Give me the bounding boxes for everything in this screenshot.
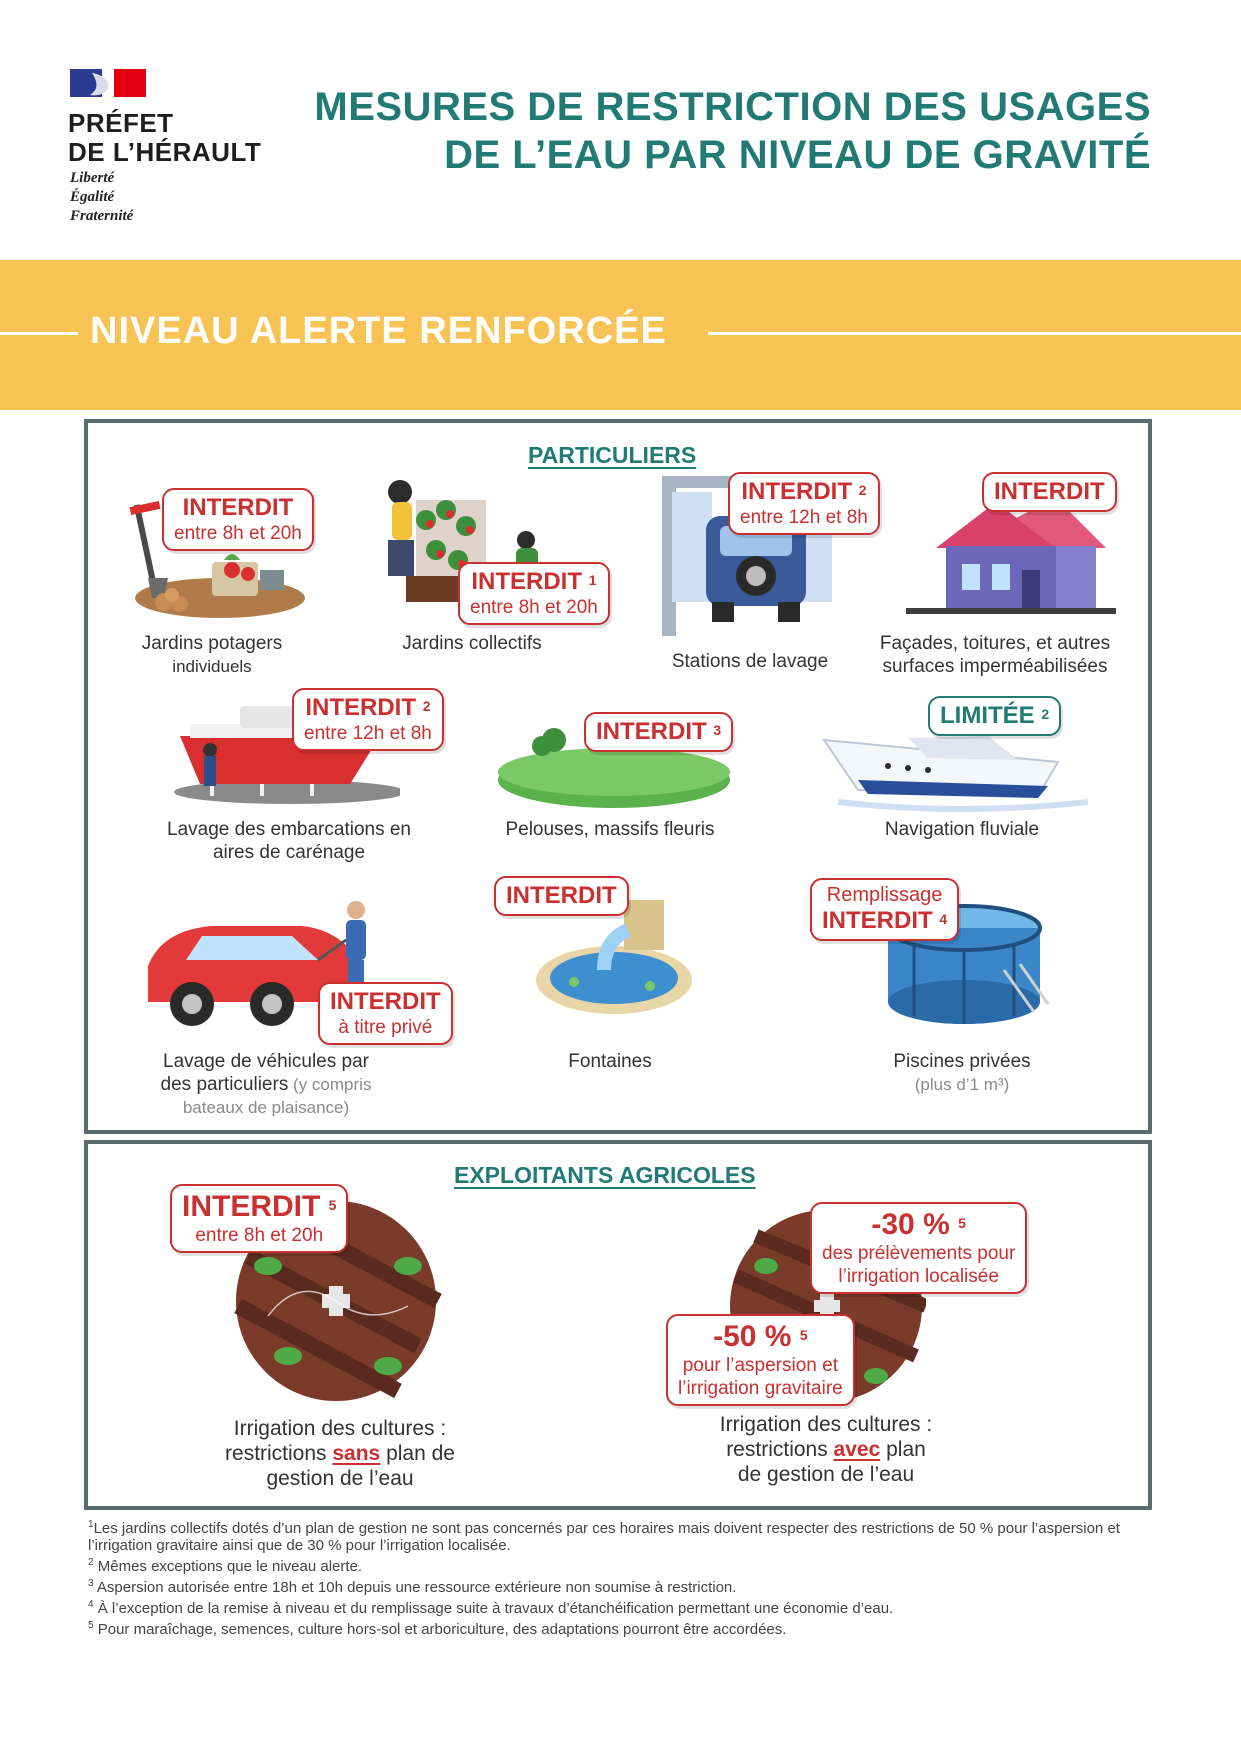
restriction-badge-irrigation-localisee <box>810 1202 1027 1294</box>
status-text: INTERDIT $^5$ <box>182 1190 337 1223</box>
status-badge-navigation <box>928 696 1061 736</box>
status-text: INTERDIT <box>506 882 617 909</box>
footnote-1: $^1$Les jardins collectifs dotés d’un plan de gestion ne sont pas concernés par ces horaires mais doivent respecter des restrictions de 50 % pour l’aspersion et l’irrigation gravitaire ainsi que de 30 % pour l’irrigation localisée. <box>88 1519 1120 1554</box>
status-badge-jardins-collectifs <box>458 562 610 625</box>
motto-fraternite: Fraternité <box>70 208 134 224</box>
status-text: INTERDIT $^3$ <box>596 718 722 745</box>
status-badge-pelouses <box>584 712 733 752</box>
agricoles-section-title: EXPLOITANTS AGRICOLES <box>454 1162 756 1188</box>
page-title-line2: DE L’EAU PAR NIVEAU DE GRAVITÉ <box>444 133 1151 177</box>
page-title-line1: MESURES DE RESTRICTION DES USAGES <box>314 85 1151 129</box>
status-badge-jardins-potagers <box>162 488 314 551</box>
restriction-badge-aspersion <box>666 1314 855 1406</box>
status-badge-piscines <box>810 878 959 941</box>
item-label-pelouses: Pelouses, massifs fleuris <box>505 819 715 840</box>
status-text: LIMITÉE $^2$ <box>940 702 1050 729</box>
status-badge-irrigation-sans-plan <box>170 1184 348 1253</box>
irrigation-avec-plan-label: Irrigation des cultures : restrictions avec plan de gestion de l’eau <box>719 1413 933 1486</box>
status-text: INTERDIT $^1$ <box>471 568 597 595</box>
item-label-navigation: Navigation fluviale <box>884 819 1040 840</box>
status-text: INTERDIT <box>994 478 1105 505</box>
status-badge-vehicules <box>318 982 453 1045</box>
item-label-embarcations: Lavage des embarcations en aires de carénage <box>167 819 411 863</box>
banner-rule-right <box>708 332 1241 335</box>
status-text: INTERDIT <box>330 988 441 1015</box>
footnote-3: $^3$ Aspersion autorisée entre 18h et 10h depuis une ressource extérieure non soumise à restriction. <box>88 1578 737 1596</box>
alert-level-title: NIVEAU ALERTE RENFORCÉE <box>90 310 667 352</box>
restriction-detail-line2: l’irrigation localisée <box>838 1266 999 1287</box>
restriction-detail-line2: l’irrigation gravitaire <box>678 1378 843 1399</box>
item-label-jardins-collectifs: Jardins collectifs <box>402 633 542 654</box>
status-text: INTERDIT <box>182 494 294 521</box>
restriction-value: -50 % $^5$ <box>713 1320 808 1353</box>
item-label-piscines: Piscines privées (plus d’1 m³) <box>893 1051 1031 1094</box>
motto-liberte: Liberté <box>70 170 115 186</box>
footnote-5: $^5$ Pour maraîchage, semences, culture hors-sol et arboriculture, des adaptations pourront être accordées. <box>88 1620 787 1638</box>
marianne-flag-logo <box>70 69 146 97</box>
restriction-detail-line1: pour l’aspersion et <box>682 1355 838 1376</box>
status-detail: entre 12h et 8h <box>304 723 432 744</box>
status-text: INTERDIT $^2$ <box>741 478 867 505</box>
status-badge-facades <box>982 472 1117 512</box>
motto-egalite: Égalité <box>70 189 115 205</box>
item-label-vehicules: Lavage de véhicules par des particuliers (y compris bateaux de plaisance) <box>160 1051 372 1117</box>
irrigation-sans-plan-label: Irrigation des cultures : restrictions sans plan de gestion de l’eau <box>225 1417 455 1490</box>
status-detail: entre 8h et 20h <box>174 523 302 544</box>
restriction-value: -30 % $^5$ <box>871 1208 966 1241</box>
item-label-stations-lavage: Stations de lavage <box>671 651 829 672</box>
footnote-2: $^2$ Mêmes exceptions que le niveau alerte. <box>88 1557 363 1575</box>
status-detail: entre 8h et 20h <box>195 1225 324 1246</box>
org-name-line1: PRÉFET <box>68 108 174 138</box>
status-detail: entre 8h et 20h <box>470 597 598 618</box>
item-label-fontaines: Fontaines <box>568 1051 652 1072</box>
item-label-jardins-potagers: Jardins potagers individuels <box>141 633 283 676</box>
status-pretext: Remplissage <box>826 884 943 906</box>
status-detail: à titre privé <box>338 1017 433 1038</box>
status-badge-fontaines <box>494 876 629 916</box>
footnote-4: $^4$ À l’exception de la remise à niveau et du remplissage suite à travaux d’étanchéification permettant une économie d’eau. <box>88 1599 894 1617</box>
status-detail: entre 12h et 8h <box>740 507 868 528</box>
restriction-detail-line1: des prélèvements pour <box>822 1243 1016 1264</box>
item-label-facades: Façades, toitures, et autres surfaces imperméabilisées <box>879 633 1111 677</box>
particuliers-section-title: PARTICULIERS <box>528 442 697 468</box>
status-text: INTERDIT $^4$ <box>822 907 948 934</box>
status-badge-stations-lavage <box>728 472 880 535</box>
status-badge-embarcations <box>292 688 444 751</box>
status-text: INTERDIT $^2$ <box>305 694 431 721</box>
org-name-line2: DE L’HÉRAULT <box>68 137 262 167</box>
footnotes <box>88 1516 1158 1638</box>
banner-rule-left <box>0 332 78 335</box>
